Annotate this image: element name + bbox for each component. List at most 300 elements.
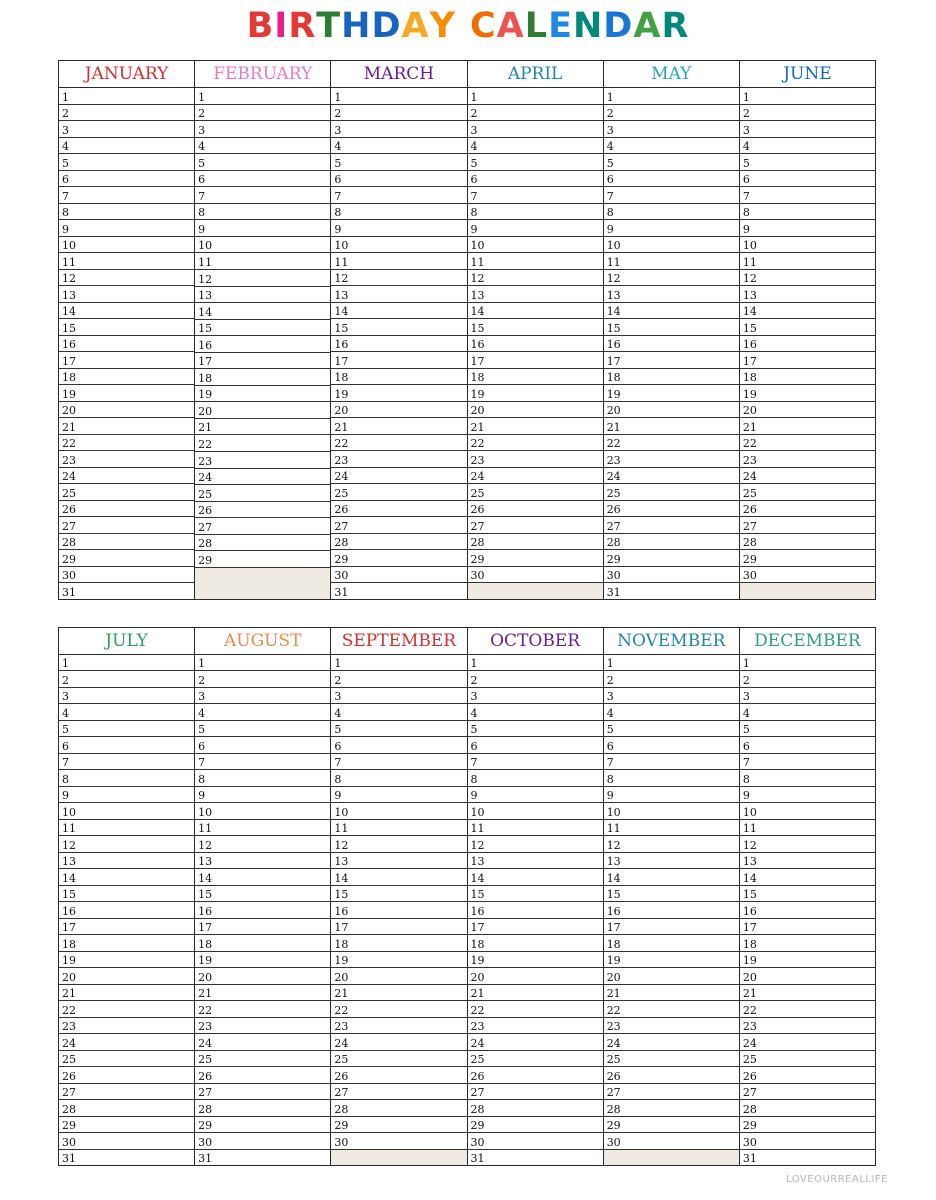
day-row[interactable]: 8 [468, 770, 603, 786]
day-row[interactable]: 6 [331, 737, 466, 753]
day-row[interactable]: 4 [740, 704, 875, 720]
day-row[interactable]: 14 [740, 303, 875, 320]
day-row[interactable]: 1 [468, 88, 603, 105]
day-row[interactable]: 12 [59, 836, 194, 852]
day-row[interactable]: 25 [604, 484, 739, 501]
day-row[interactable]: 7 [195, 754, 330, 770]
day-row[interactable]: 20 [331, 402, 466, 419]
day-row[interactable]: 21 [740, 418, 875, 435]
day-row[interactable]: 7 [468, 187, 603, 204]
day-row[interactable]: 5 [740, 721, 875, 737]
day-row[interactable]: 9 [59, 787, 194, 803]
day-row[interactable]: 20 [740, 402, 875, 419]
day-row[interactable]: 3 [740, 121, 875, 138]
day-row[interactable]: 9 [59, 220, 194, 237]
day-row[interactable]: 24 [740, 1034, 875, 1050]
day-row[interactable]: 10 [331, 803, 466, 819]
day-row[interactable]: 10 [740, 803, 875, 819]
day-row[interactable]: 20 [59, 402, 194, 419]
day-row[interactable]: 1 [740, 655, 875, 671]
day-row[interactable]: 15 [195, 886, 330, 902]
day-row[interactable]: 8 [604, 770, 739, 786]
day-row[interactable]: 24 [195, 469, 330, 486]
day-row[interactable]: 25 [604, 1051, 739, 1067]
day-row[interactable]: 31 [334, 585, 349, 599]
day-row[interactable]: 4 [331, 704, 466, 720]
day-row[interactable]: 25 [59, 1051, 194, 1067]
day-row[interactable]: 10 [331, 237, 466, 254]
day-row[interactable]: 22 [59, 435, 194, 452]
day-row[interactable]: 24 [604, 1034, 739, 1050]
day-row[interactable]: 17 [331, 352, 466, 369]
day-row[interactable]: 3 [331, 121, 466, 138]
day-row[interactable]: 24 [468, 1034, 603, 1050]
day-row[interactable]: 17 [468, 352, 603, 369]
day-row[interactable]: 23 [468, 1018, 603, 1034]
day-row[interactable]: 16 [604, 336, 739, 353]
day-row[interactable]: 9 [195, 787, 330, 803]
day-row[interactable]: 12 [468, 270, 603, 287]
day-row[interactable]: 18 [740, 935, 875, 951]
day-row[interactable]: 13 [331, 853, 466, 869]
day-row[interactable]: 26 [604, 1067, 739, 1083]
day-row[interactable]: 28 [59, 534, 194, 551]
day-row[interactable]: 28 [195, 1100, 330, 1116]
day-row[interactable]: 30 [331, 567, 466, 584]
day-row[interactable]: 14 [604, 303, 739, 320]
day-row[interactable]: 4 [604, 704, 739, 720]
day-row[interactable]: 27 [740, 517, 875, 534]
day-row[interactable]: 10 [468, 237, 603, 254]
day-row[interactable]: 20 [604, 402, 739, 419]
day-row[interactable]: 17 [740, 352, 875, 369]
day-row[interactable]: 6 [331, 171, 466, 188]
day-row[interactable]: 28 [331, 534, 466, 551]
day-row[interactable]: 9 [604, 787, 739, 803]
day-row[interactable]: 19 [740, 385, 875, 402]
day-row[interactable]: 18 [331, 369, 466, 386]
day-row[interactable]: 30 [195, 1133, 330, 1149]
day-row[interactable]: 13 [604, 853, 739, 869]
day-row[interactable]: 22 [59, 1001, 194, 1017]
day-row[interactable]: 8 [195, 770, 330, 786]
day-row[interactable]: 25 [195, 1051, 330, 1067]
day-row[interactable]: 5 [195, 721, 330, 737]
day-row[interactable]: 13 [331, 286, 466, 303]
day-row[interactable]: 27 [195, 1084, 330, 1100]
day-row[interactable]: 4 [195, 138, 330, 155]
day-row[interactable]: 30 [604, 1133, 739, 1149]
day-row[interactable]: 27 [468, 517, 603, 534]
day-row[interactable]: 10 [740, 237, 875, 254]
day-row[interactable]: 26 [468, 501, 603, 518]
day-row[interactable]: 26 [604, 501, 739, 518]
day-row[interactable]: 15 [331, 886, 466, 902]
day-row[interactable]: 15 [59, 319, 194, 336]
day-row[interactable]: 26 [331, 501, 466, 518]
day-row[interactable]: 27 [59, 1084, 194, 1100]
day-row[interactable]: 19 [195, 952, 330, 968]
day-row[interactable]: 7 [604, 754, 739, 770]
day-row[interactable]: 14 [195, 303, 330, 320]
day-row[interactable]: 21 [195, 985, 330, 1001]
day-row[interactable]: 19 [604, 952, 739, 968]
day-row[interactable]: 23 [59, 1018, 194, 1034]
day-row[interactable]: 10 [195, 803, 330, 819]
day-row[interactable]: 7 [331, 187, 466, 204]
day-row[interactable]: 18 [604, 935, 739, 951]
day-row[interactable]: 2 [468, 671, 603, 687]
day-row[interactable]: 4 [468, 138, 603, 155]
day-row[interactable]: 18 [604, 369, 739, 386]
day-row[interactable]: 13 [195, 287, 330, 304]
day-row[interactable]: 4 [195, 704, 330, 720]
day-row[interactable]: 1 [331, 88, 466, 105]
day-row[interactable]: 25 [331, 1051, 466, 1067]
day-row[interactable]: 28 [740, 1100, 875, 1116]
day-row[interactable]: 3 [195, 688, 330, 704]
day-row[interactable]: 19 [468, 952, 603, 968]
day-row[interactable]: 3 [740, 688, 875, 704]
day-row[interactable]: 29 [604, 1117, 739, 1133]
day-row[interactable]: 18 [740, 369, 875, 386]
day-row[interactable]: 16 [59, 336, 194, 353]
day-row[interactable]: 17 [59, 352, 194, 369]
day-row[interactable]: 16 [331, 336, 466, 353]
day-row[interactable]: 31 [62, 1152, 76, 1166]
day-row[interactable]: 4 [59, 704, 194, 720]
day-row[interactable]: 28 [331, 1100, 466, 1116]
day-row[interactable]: 2 [604, 105, 739, 122]
day-row[interactable]: 6 [604, 737, 739, 753]
day-row[interactable]: 20 [195, 968, 330, 984]
day-row[interactable]: 2 [604, 671, 739, 687]
day-row[interactable]: 12 [740, 270, 875, 287]
day-row[interactable]: 22 [195, 435, 330, 452]
day-row[interactable]: 13 [195, 853, 330, 869]
day-row[interactable]: 23 [195, 452, 330, 469]
day-row[interactable]: 9 [740, 787, 875, 803]
day-row[interactable]: 26 [59, 1067, 194, 1083]
day-row[interactable]: 25 [59, 484, 194, 501]
day-row[interactable]: 12 [331, 270, 466, 287]
day-row[interactable]: 15 [604, 886, 739, 902]
day-row[interactable]: 13 [740, 853, 875, 869]
day-row[interactable]: 26 [740, 501, 875, 518]
day-row[interactable]: 10 [195, 237, 330, 254]
day-row[interactable]: 10 [604, 237, 739, 254]
day-row[interactable]: 21 [604, 985, 739, 1001]
day-row[interactable]: 11 [59, 253, 194, 270]
day-row[interactable]: 13 [468, 853, 603, 869]
day-row[interactable]: 29 [468, 1117, 603, 1133]
day-row[interactable]: 12 [331, 836, 466, 852]
day-row[interactable]: 6 [468, 737, 603, 753]
day-row[interactable]: 26 [468, 1067, 603, 1083]
day-row[interactable]: 21 [331, 418, 466, 435]
day-row[interactable]: 1 [195, 88, 330, 105]
day-row[interactable]: 18 [59, 369, 194, 386]
day-row[interactable]: 3 [59, 121, 194, 138]
day-row[interactable]: 24 [468, 468, 603, 485]
day-row[interactable]: 30 [740, 567, 875, 584]
day-row[interactable]: 16 [468, 902, 603, 918]
day-row[interactable]: 2 [195, 105, 330, 122]
day-row[interactable]: 19 [195, 386, 330, 403]
day-row[interactable]: 12 [195, 270, 330, 287]
day-row[interactable]: 15 [468, 319, 603, 336]
day-row[interactable]: 22 [468, 435, 603, 452]
day-row[interactable]: 8 [59, 770, 194, 786]
day-row[interactable]: 1 [331, 655, 466, 671]
day-row[interactable]: 2 [59, 105, 194, 122]
day-row[interactable]: 1 [740, 88, 875, 105]
day-row[interactable]: 9 [331, 787, 466, 803]
day-row[interactable]: 6 [59, 737, 194, 753]
day-row[interactable]: 17 [195, 919, 330, 935]
day-row[interactable]: 9 [195, 220, 330, 237]
day-row[interactable]: 13 [59, 853, 194, 869]
day-row[interactable]: 30 [59, 567, 194, 584]
day-row[interactable]: 21 [740, 985, 875, 1001]
day-row[interactable]: 10 [604, 803, 739, 819]
day-row[interactable]: 14 [59, 303, 194, 320]
day-row[interactable]: 23 [740, 451, 875, 468]
day-row[interactable]: 2 [468, 105, 603, 122]
day-row[interactable]: 30 [604, 567, 739, 584]
day-row[interactable]: 15 [468, 886, 603, 902]
day-row[interactable]: 19 [604, 385, 739, 402]
day-row[interactable]: 8 [331, 204, 466, 221]
day-row[interactable]: 19 [59, 952, 194, 968]
day-row[interactable]: 24 [195, 1034, 330, 1050]
day-row[interactable]: 26 [331, 1067, 466, 1083]
day-row[interactable]: 27 [604, 517, 739, 534]
day-row[interactable]: 29 [195, 1117, 330, 1133]
day-row[interactable]: 6 [195, 171, 330, 188]
day-row[interactable]: 15 [740, 886, 875, 902]
day-row[interactable]: 7 [331, 754, 466, 770]
day-row[interactable]: 6 [740, 171, 875, 188]
day-row[interactable]: 11 [604, 253, 739, 270]
day-row[interactable]: 5 [59, 721, 194, 737]
day-row[interactable]: 11 [331, 253, 466, 270]
day-row[interactable]: 8 [604, 204, 739, 221]
day-row[interactable]: 20 [59, 968, 194, 984]
day-row[interactable]: 24 [331, 1034, 466, 1050]
day-row[interactable]: 22 [331, 435, 466, 452]
day-row[interactable]: 9 [331, 220, 466, 237]
day-row[interactable]: 6 [740, 737, 875, 753]
day-row[interactable]: 16 [195, 902, 330, 918]
day-row[interactable]: 30 [59, 1133, 194, 1149]
day-row[interactable]: 15 [604, 319, 739, 336]
day-row[interactable]: 27 [195, 518, 330, 535]
day-row[interactable]: 3 [195, 121, 330, 138]
day-row[interactable]: 1 [604, 88, 739, 105]
day-row[interactable]: 12 [604, 270, 739, 287]
day-row[interactable]: 27 [740, 1084, 875, 1100]
day-row[interactable]: 26 [195, 1067, 330, 1083]
day-row[interactable]: 7 [604, 187, 739, 204]
day-row[interactable]: 8 [468, 204, 603, 221]
day-row[interactable]: 3 [604, 688, 739, 704]
day-row[interactable]: 26 [59, 501, 194, 518]
day-row[interactable]: 1 [604, 655, 739, 671]
day-row[interactable]: 27 [331, 517, 466, 534]
day-row[interactable]: 17 [604, 919, 739, 935]
day-row[interactable]: 28 [195, 535, 330, 552]
day-row[interactable]: 23 [331, 1018, 466, 1034]
day-row[interactable]: 31 [470, 1152, 485, 1166]
day-row[interactable]: 11 [468, 820, 603, 836]
day-row[interactable]: 22 [331, 1001, 466, 1017]
day-row[interactable]: 29 [740, 550, 875, 567]
day-row[interactable]: 3 [59, 688, 194, 704]
day-row[interactable]: 17 [740, 919, 875, 935]
day-row[interactable]: 14 [740, 869, 875, 885]
day-row[interactable]: 29 [331, 1117, 466, 1133]
day-row[interactable]: 28 [468, 534, 603, 551]
day-row[interactable]: 12 [604, 836, 739, 852]
day-row[interactable]: 2 [740, 105, 875, 122]
day-row[interactable]: 21 [331, 985, 466, 1001]
day-row[interactable]: 7 [740, 187, 875, 204]
day-row[interactable]: 16 [604, 902, 739, 918]
day-row[interactable]: 20 [740, 968, 875, 984]
day-row[interactable]: 5 [195, 154, 330, 171]
day-row[interactable]: 1 [195, 655, 330, 671]
day-row[interactable]: 5 [331, 154, 466, 171]
day-row[interactable]: 21 [195, 419, 330, 436]
day-row[interactable]: 22 [195, 1001, 330, 1017]
day-row[interactable]: 23 [195, 1018, 330, 1034]
day-row[interactable]: 19 [331, 952, 466, 968]
day-row[interactable]: 18 [59, 935, 194, 951]
day-row[interactable]: 28 [604, 1100, 739, 1116]
day-row[interactable]: 9 [740, 220, 875, 237]
day-row[interactable]: 15 [195, 320, 330, 337]
day-row[interactable]: 25 [331, 484, 466, 501]
day-row[interactable]: 28 [740, 534, 875, 551]
day-row[interactable]: 14 [59, 869, 194, 885]
day-row[interactable]: 6 [604, 171, 739, 188]
day-row[interactable]: 6 [59, 171, 194, 188]
day-row[interactable]: 4 [59, 138, 194, 155]
day-row[interactable]: 29 [59, 550, 194, 567]
day-row[interactable]: 4 [604, 138, 739, 155]
day-row[interactable]: 2 [331, 105, 466, 122]
day-row[interactable]: 17 [59, 919, 194, 935]
day-row[interactable]: 4 [740, 138, 875, 155]
day-row[interactable]: 20 [195, 402, 330, 419]
day-row[interactable]: 21 [604, 418, 739, 435]
day-row[interactable]: 21 [468, 418, 603, 435]
day-row[interactable]: 13 [740, 286, 875, 303]
day-row[interactable]: 8 [59, 204, 194, 221]
day-row[interactable]: 23 [604, 1018, 739, 1034]
day-row[interactable]: 15 [740, 319, 875, 336]
day-row[interactable]: 16 [468, 336, 603, 353]
day-row[interactable]: 18 [331, 935, 466, 951]
day-row[interactable]: 13 [59, 286, 194, 303]
day-row[interactable]: 19 [59, 385, 194, 402]
day-row[interactable]: 5 [468, 721, 603, 737]
day-row[interactable]: 4 [468, 704, 603, 720]
day-row[interactable]: 8 [740, 204, 875, 221]
day-row[interactable]: 18 [468, 935, 603, 951]
day-row[interactable]: 8 [195, 204, 330, 221]
day-row[interactable]: 17 [468, 919, 603, 935]
day-row[interactable]: 11 [195, 253, 330, 270]
day-row[interactable]: 11 [604, 820, 739, 836]
day-row[interactable]: 22 [468, 1001, 603, 1017]
day-row[interactable]: 30 [331, 1133, 466, 1149]
day-row[interactable]: 16 [59, 902, 194, 918]
day-row[interactable]: 18 [195, 935, 330, 951]
day-row[interactable]: 2 [195, 671, 330, 687]
day-row[interactable]: 31 [742, 1152, 757, 1166]
day-row[interactable]: 19 [740, 952, 875, 968]
day-row[interactable]: 17 [195, 353, 330, 370]
day-row[interactable]: 30 [468, 1133, 603, 1149]
day-row[interactable]: 29 [468, 550, 603, 567]
day-row[interactable]: 28 [468, 1100, 603, 1116]
day-row[interactable]: 8 [331, 770, 466, 786]
day-row[interactable]: 3 [331, 688, 466, 704]
day-row[interactable]: 21 [59, 985, 194, 1001]
day-row[interactable]: 14 [195, 869, 330, 885]
day-row[interactable]: 29 [740, 1117, 875, 1133]
day-row[interactable]: 2 [331, 671, 466, 687]
day-row[interactable]: 24 [331, 468, 466, 485]
day-row[interactable]: 22 [604, 435, 739, 452]
day-row[interactable]: 11 [740, 820, 875, 836]
day-row[interactable]: 29 [59, 1117, 194, 1133]
day-row[interactable]: 11 [740, 253, 875, 270]
day-row[interactable]: 3 [468, 121, 603, 138]
day-row[interactable]: 1 [59, 655, 194, 671]
day-row[interactable]: 16 [331, 902, 466, 918]
day-row[interactable]: 28 [604, 534, 739, 551]
day-row[interactable]: 18 [195, 369, 330, 386]
day-row[interactable]: 29 [331, 550, 466, 567]
day-row[interactable]: 30 [468, 567, 603, 584]
day-row[interactable]: 7 [468, 754, 603, 770]
day-row[interactable]: 3 [604, 121, 739, 138]
day-row[interactable]: 22 [740, 435, 875, 452]
day-row[interactable]: 14 [468, 869, 603, 885]
day-row[interactable]: 5 [604, 154, 739, 171]
day-row[interactable]: 1 [468, 655, 603, 671]
day-row[interactable]: 5 [468, 154, 603, 171]
day-row[interactable]: 14 [468, 303, 603, 320]
day-row[interactable]: 27 [59, 517, 194, 534]
day-row[interactable]: 12 [468, 836, 603, 852]
day-row[interactable]: 18 [468, 369, 603, 386]
day-row[interactable]: 8 [740, 770, 875, 786]
day-row[interactable]: 1 [59, 88, 194, 105]
day-row[interactable]: 5 [331, 721, 466, 737]
day-row[interactable]: 9 [468, 787, 603, 803]
day-row[interactable]: 25 [740, 1051, 875, 1067]
day-row[interactable]: 15 [331, 319, 466, 336]
day-row[interactable]: 17 [331, 919, 466, 935]
day-row[interactable]: 20 [468, 402, 603, 419]
day-row[interactable]: 23 [740, 1018, 875, 1034]
day-row[interactable]: 16 [195, 336, 330, 353]
day-row[interactable]: 3 [468, 688, 603, 704]
